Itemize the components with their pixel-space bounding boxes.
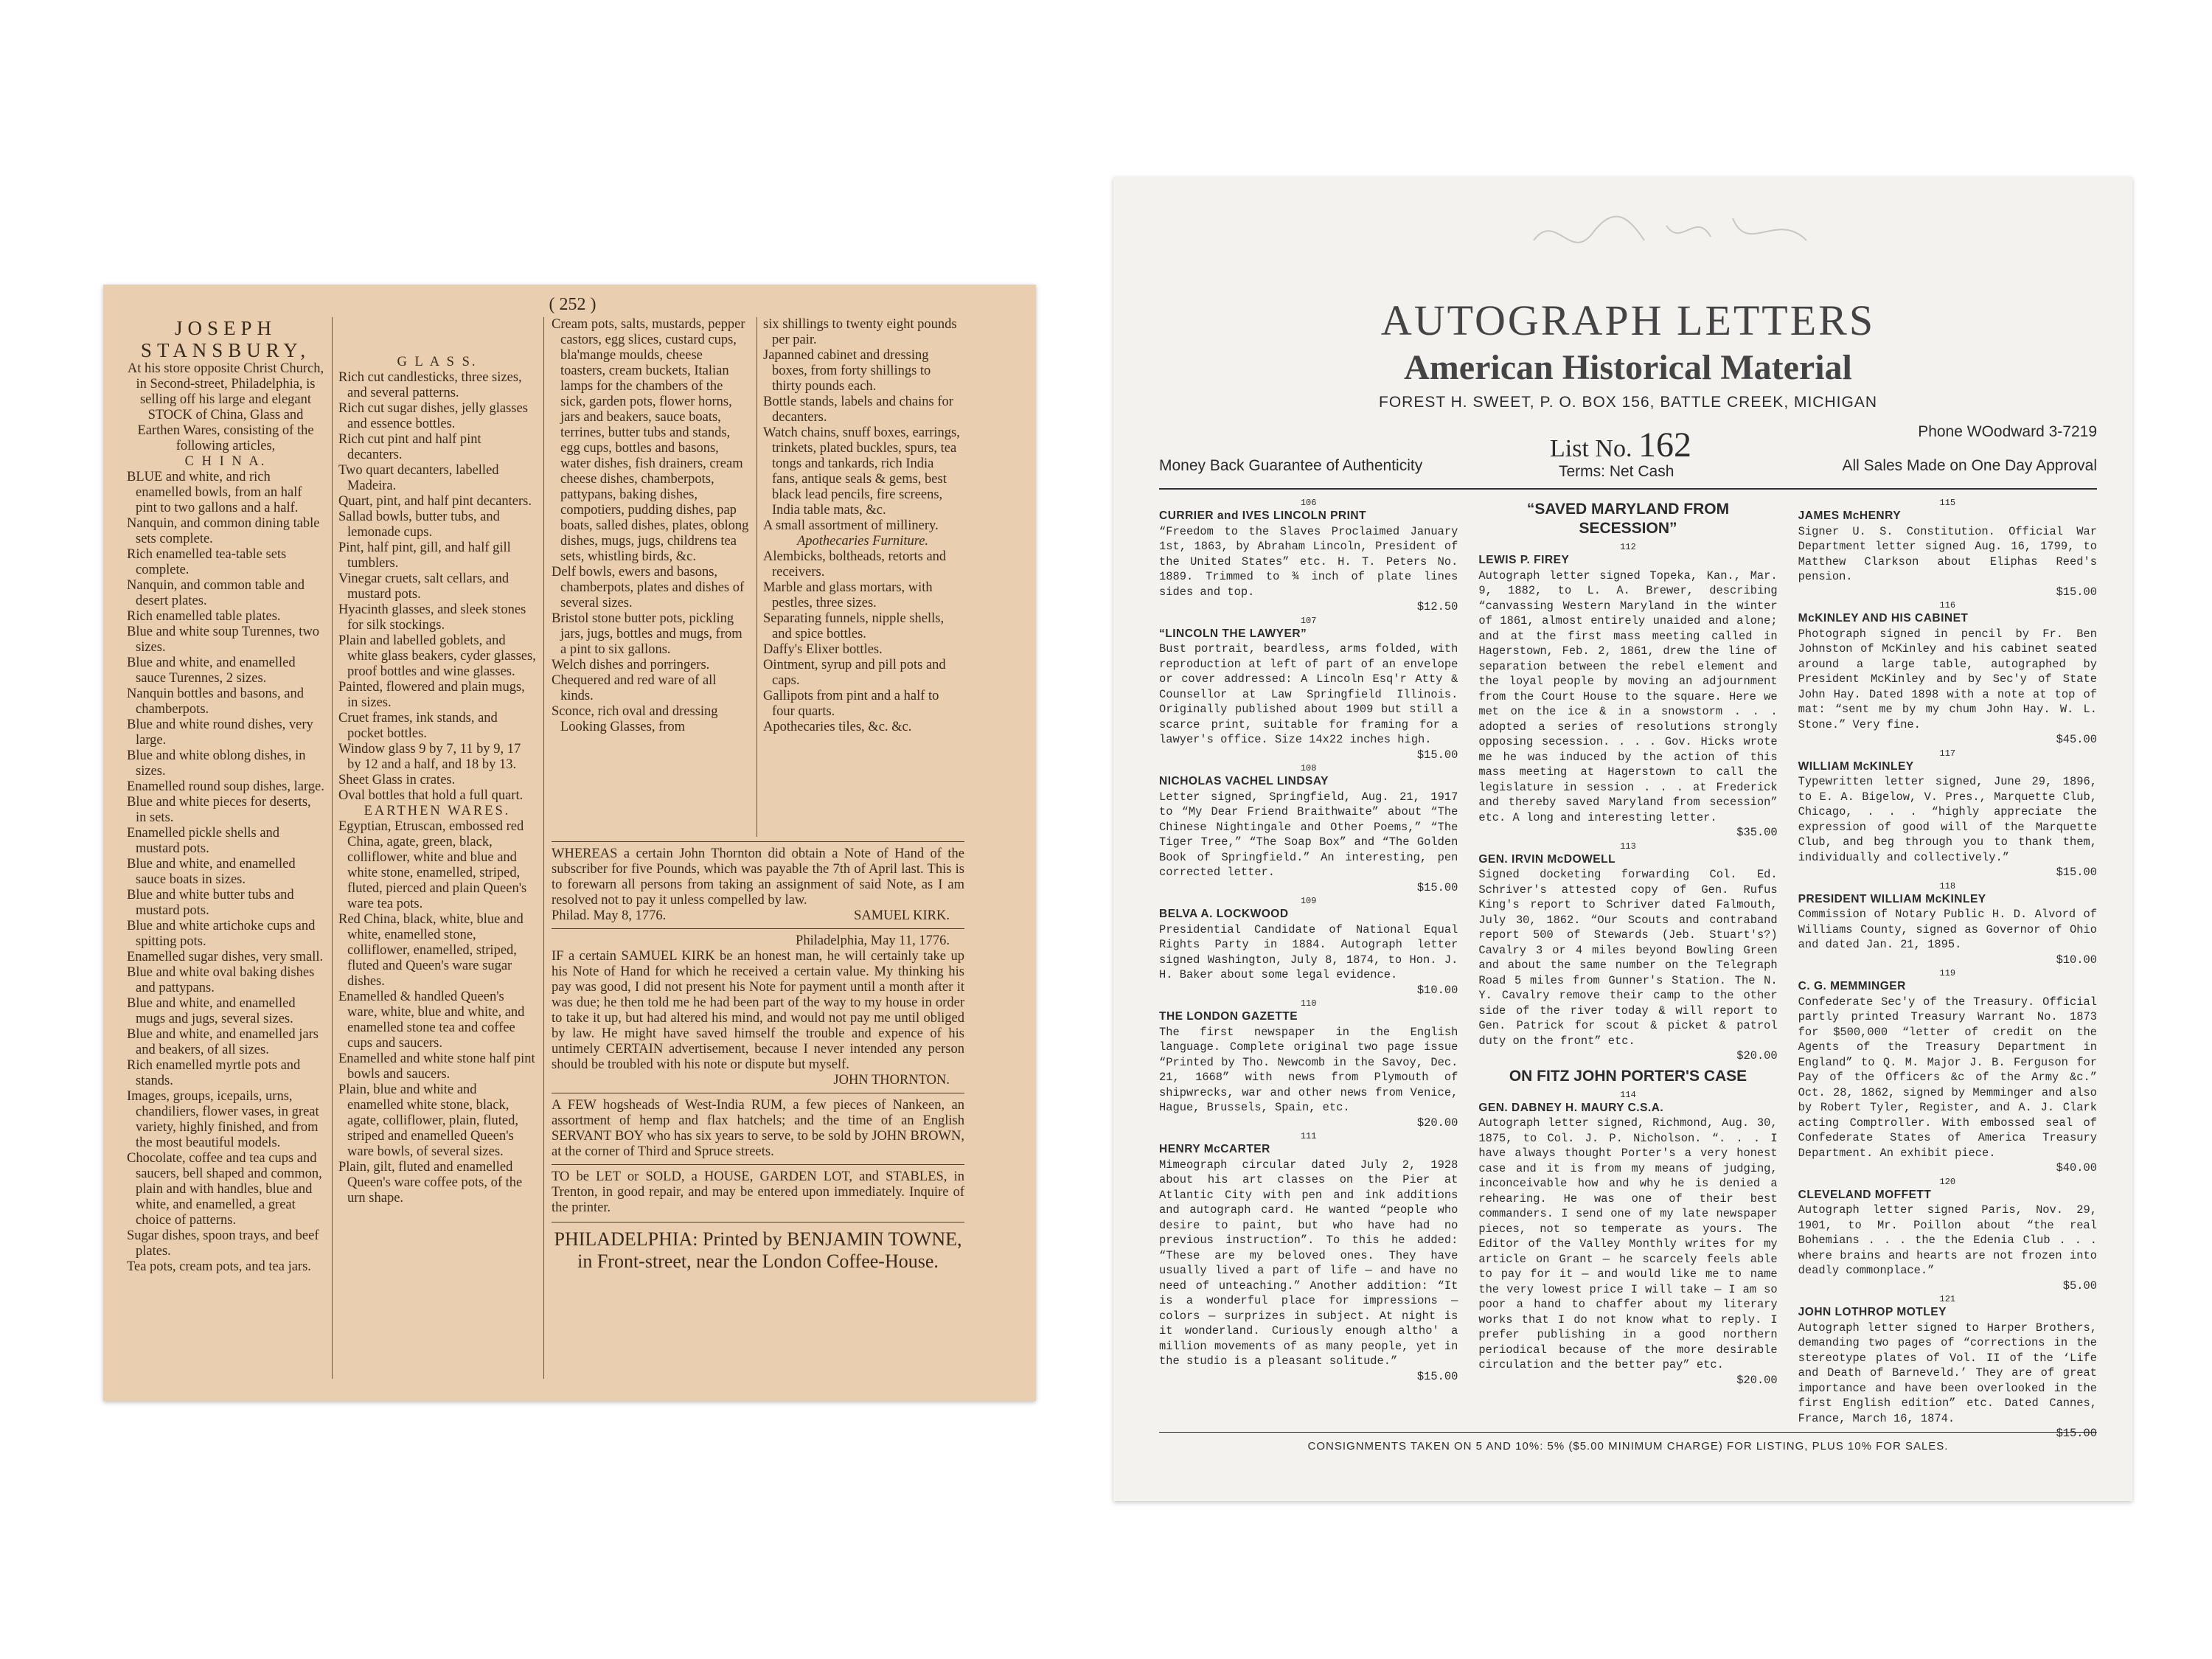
terms-text: Terms: Net Cash — [1559, 463, 1674, 480]
list-item: Hyacinth glasses, and sleek stones for silk stockings. — [338, 602, 526, 633]
list-item: Blue and white, and enamelled sauce boats in sizes. — [127, 857, 296, 887]
catalogue-entry — [1478, 841, 1777, 1064]
catalogue-entry — [1478, 1089, 1777, 1388]
entry-price: $12.50 — [1416, 600, 1458, 613]
entry-price: $15.00 — [2056, 1427, 2097, 1440]
entry-price: $15.00 — [1416, 748, 1458, 762]
entry-description: “Freedom to the Slaves Proclaimed January 1st, 1863, by Abraham Lincoln, President of the United States” etc. H. T. Peters No. 1889. Trimmed to ¾ inch of plate lines sides and top. — [1159, 524, 1458, 599]
list-item: Vinegar cruets, salt cellars, and mustard pots. — [338, 571, 509, 602]
china-heading: C H I N A. — [184, 454, 267, 469]
entry-description: Autograph letter signed Paris, Nov. 29, 1901, to Mr. Poillon about “the real Bohemians . . . the the Edenia Club . . . where brains and hearts are not frozen into deadly commonplace.” — [1798, 1203, 2097, 1277]
lot-number: 107 — [1300, 615, 1317, 626]
list-item: Painted, flowered and plain mugs, in sizes. — [338, 680, 525, 710]
catalogue-entry — [1478, 541, 1777, 841]
list-item: six shillings to twenty eight pounds per pair. — [763, 317, 957, 347]
header-rule — [1159, 488, 2097, 490]
list-item: Blue and white butter tubs and mustard pots. — [127, 888, 294, 918]
catalogue-entry — [1159, 895, 1458, 998]
list-item: Enamelled & handled Queen's ware, white, blue and white, and enamelled stone tea and coffee cups and saucers. — [338, 990, 525, 1051]
entry-price: $10.00 — [2056, 953, 2097, 967]
list-item: Sugar dishes, spoon trays, and beef plates. — [127, 1228, 319, 1259]
entry-name: JOHN LOTHROP MOTLEY — [1798, 1306, 1947, 1318]
earthen-list — [338, 819, 536, 1206]
lot-number: 116 — [1939, 600, 1956, 611]
list-item: Blue and white round dishes, very large. — [127, 717, 313, 748]
list-item: Window glass 9 by 7, 11 by 9, 17 by 12 and a half, and 18 by 13. — [338, 742, 521, 772]
list-item: Blue and white, and enamelled jars and beakers, of all sizes. — [127, 1027, 319, 1057]
entry-description: Mimeograph circular dated July 2, 1928 about his art classes on the Pier at Atlantic City with pen and ink additions and autograph card. He wanted “people who desire to paint, but who have had no previous instruction”. To this he added: “These are my beloved ones. They have usually lived a part of life — and have no need of unteaching.” Another addition: “It is a wonderful place for impressions — colors — surprizes in subject. At night is it wonderland. Curiously enough altho' a million movements of as many people, yet in the studio is a pleasant solitude.” — [1159, 1158, 1458, 1368]
entry-price: $35.00 — [1736, 826, 1778, 839]
notice-date: Philad. May 8, 1776. — [552, 908, 667, 923]
entry-description: Typewritten letter signed, June 29, 1896, to E. A. Bigelow, V. Pres., Marquette Club, Chicago, . . . “highly appreciate the expression of good will of the Marquette Club, and beg through you to thank them, individually and collectively.” — [1798, 775, 2097, 864]
entry-price: $40.00 — [2056, 1161, 2097, 1175]
entry-description: Presidential Candidate of National Equal Rights Party in 1884. Autograph letter signed Washington, July 8, 1874, to Hon. J. H. Baker about some legal evidence. — [1159, 922, 1458, 981]
list-number-value: 162 — [1638, 425, 1691, 465]
list-item: Rich cut sugar dishes, jelly glasses and essence bottles. — [338, 401, 528, 431]
list-item: Rich enamelled tea-table sets complete. — [127, 547, 287, 577]
list-item: Oval bottles that hold a full quart. — [338, 788, 524, 803]
column-1 — [127, 317, 324, 1379]
list-item: Japanned cabinet and dressing boxes, from forty shillings to thirty pounds each. — [763, 348, 931, 394]
list-item: Blue and white soup Turennes, two sizes. — [127, 625, 320, 655]
entry-name: BELVA A. LOCKWOOD — [1159, 908, 1289, 920]
list-item: Quart, pint, and half pint decanters. — [338, 494, 532, 509]
catalogue-column-3 — [1798, 497, 2097, 1440]
notice-text: WHEREAS a certain John Thornton did obtain a Note of Hand of the subscriber for five Pounds, which was payable the 7th of April last. This is to forewarn all persons from taking an assignment of said Note, as I am resolved not to pay it unless compelled by law. — [552, 846, 964, 908]
catalogue-entry — [1798, 599, 2097, 748]
list-item: Two quart decanters, labelled Madeira. — [338, 463, 499, 493]
entry-price: $20.00 — [1736, 1373, 1778, 1387]
list-item: Sallad bowls, butter tubs, and lemonade cups. — [338, 509, 500, 540]
list-item: Rich enamelled myrtle pots and stands. — [127, 1058, 301, 1088]
entry-name: PRESIDENT WILLIAM McKINLEY — [1798, 892, 1986, 905]
dealer-address: FOREST H. SWEET, P. O. BOX 156, BATTLE CREEK, MICHIGAN — [1379, 394, 1877, 411]
list-item: Alembicks, boltheads, retorts and receivers. — [763, 549, 947, 580]
list-item: Welch dishes and porringers. — [552, 658, 710, 672]
entry-price: $20.00 — [1416, 1116, 1458, 1130]
entry-price: $15.00 — [2056, 585, 2097, 599]
list-item: A small assortment of millinery. — [763, 518, 939, 533]
entry-description: Signer U. S. Constitution. Official War Department letter signed Aug. 16, 1799, to Matthew Clarkson about Eliphas Reed's pension. — [1798, 524, 2097, 583]
info-bar — [1159, 411, 2097, 485]
notice-date: Philadelphia, May 11, 1776. — [796, 933, 950, 948]
catalogue-entry — [1798, 1293, 2097, 1441]
list-item: Blue and white artichoke cups and spitting pots. — [127, 919, 316, 949]
list-item: BLUE and white, and rich enamelled bowls, from an half pint to two gallons and a half. — [127, 470, 302, 515]
earthen-heading: EARTHEN WARES. — [364, 804, 511, 818]
notice-kirk-reply — [552, 928, 964, 1088]
list-number — [1550, 425, 1691, 465]
list-item: Chocolate, coffee and tea cups and saucers, bell shaped and common, plain and with handles, blue and white, and enamelled, a great choice of patterns. — [127, 1151, 322, 1228]
entry-name: GEN. DABNEY H. MAURY C.S.A. — [1478, 1101, 1664, 1114]
list-item: Sheet Glass in crates. — [338, 773, 456, 787]
entry-name: JAMES McHENRY — [1798, 509, 1902, 522]
list-item: Enamelled round soup dishes, large. — [127, 779, 324, 794]
list-item: Delf bowls, ewers and basons, chamberpots, plates and dishes of several sizes. — [552, 565, 745, 611]
entry-description: The first newspaper in the English language. Complete original two page issue “Printed by Tho. Newcomb in the Savoy, Dec. 21, 1668” with news from Plymouth of shipwrecks, war and other news from Venice, Hague, Brussels, Spain, etc. — [1159, 1025, 1458, 1114]
catalogue-entry — [1798, 880, 2097, 968]
notice-thornton-note — [552, 841, 964, 924]
list-item: Plain, blue and white and enamelled white stone, black, agate, colliflower, plain, fluted, striped and enamelled Queen's ware bowls, of several sizes. — [338, 1082, 518, 1159]
notice-signature: JOHN THORNTON. — [833, 1073, 950, 1088]
entry-price: $45.00 — [2056, 733, 2097, 746]
lot-number: 115 — [1939, 498, 1956, 508]
list-item: Blue and white oblong dishes, in sizes. — [127, 748, 306, 779]
entry-description: Signed docketing forwarding Col. Ed. Schriver's attested copy of Gen. Rufus King's report to Schriver dated Falmouth, July 30, 1862. “Our Scouts and contraband report 500 of Stewards (Jeb. Stuart's?) Cavalry 3 or 4 miles beyond Bowling Green and about the same number on the Telegraph Road 5 miles from Gunner's Station. The N. Y. Cavalry remove their camp to the other side of the river today & will report to Gen. Patrick for scout & picket & patrol duty on the front” etc. — [1478, 868, 1778, 1048]
list-item: Nanquin bottles and basons, and chamberpots. — [127, 686, 304, 717]
newspaper-page — [103, 285, 1036, 1401]
lot-number: 113 — [1620, 841, 1636, 852]
list-item: Blue and white, and enamelled mugs and jugs, several sizes. — [127, 996, 296, 1026]
catalogue-sheet — [1113, 177, 2132, 1501]
apoth-list — [763, 549, 962, 735]
advertiser-name: JOSEPH STANSBURY, — [140, 317, 311, 361]
catalogue-entry — [1798, 967, 2097, 1176]
list-item: Enamelled sugar dishes, very small. — [127, 950, 324, 964]
notice-house-to-let: TO be LET or SOLD, a HOUSE, GARDEN LOT, and STABLES, in Trenton, in good repair, and may be entered upon immediately. Inquire of the printer. — [552, 1164, 964, 1216]
list-label: List No. — [1550, 435, 1632, 462]
entry-description: Autograph letter signed to Harper Brothers, demanding two pages of “corrections in the stereotype plates of Vol. II of the ‘Life and Death of Barneveld.’ They are of great importance and have been overlooked in the first English edition” etc. Dated Cannes, France, March 16, 1874. — [1798, 1321, 2097, 1425]
entry-name: “LINCOLN THE LAWYER” — [1159, 627, 1307, 640]
list-item: Blue and white, and enamelled sauce Turennes, 2 sizes. — [127, 655, 296, 686]
consignment-footer: CONSIGNMENTS TAKEN ON 5 AND 10%: 5% ($5.00 MINIMUM CHARGE) FOR LISTING, PLUS 10% FOR SALES. — [1159, 1432, 2097, 1453]
apothecaries-heading: Apothecaries Furniture. — [796, 534, 929, 549]
section-heading-porter: ON FITZ JOHN PORTER'S CASE — [1509, 1067, 1747, 1085]
lot-number: 109 — [1300, 896, 1317, 906]
entry-name: HENRY McCARTER — [1159, 1143, 1270, 1155]
entry-price: $10.00 — [1416, 983, 1458, 997]
list-item: Gallipots from pint and a half to four quarts. — [763, 689, 939, 719]
lot-number: 114 — [1620, 1089, 1636, 1100]
list-item: Nanquin, and common dining table sets complete. — [127, 516, 320, 546]
right-columns — [543, 317, 964, 1379]
list-item: Enamelled pickle shells and mustard pots. — [127, 826, 280, 856]
section-heading-maryland: “SAVED MARYLAND FROM SECESSION” — [1526, 501, 1730, 537]
catalogue-entry — [1798, 497, 2097, 599]
list-item: Enamelled and white stone half pint bowls and saucers. — [338, 1051, 535, 1082]
catalogue-column-2 — [1478, 497, 1777, 1427]
list-item: Apothecaries tiles, &c. &c. — [763, 720, 912, 734]
lot-number: 108 — [1300, 763, 1317, 773]
catalogue-entry — [1159, 762, 1458, 895]
list-item: Blue and white pieces for deserts, in sets. — [127, 795, 311, 825]
advert-intro: At his store opposite Christ Church, in Second-street, Philadelphia, is selling off his large and elegant STOCK of China, Glass and Earthen Wares, consisting of the following articles, — [127, 361, 324, 453]
china-list — [127, 470, 324, 1275]
catalogue-subtitle: American Historical Material — [1404, 348, 1852, 387]
catalogue-entry — [1159, 615, 1458, 763]
list-item: Bottle stands, labels and chains for decanters. — [763, 394, 953, 425]
notice-text: IF a certain SAMUEL KIRK be an honest man, he will certainly take up his Note of Hand for which he received a certain value. My thinking his pay was good, I did not present his Note for payment until a month after it was due; he then told me he had been part of the way to my house in order to take it up, but had altered his mind, and would not pay me until obliged by law. He might have saved himself the trouble and expence of his untimely CERTAIN advertisement, because I never intended any person should be troubled with his note or dispute but myself. — [552, 949, 964, 1072]
entry-name: CLEVELAND MOFFETT — [1798, 1188, 1932, 1201]
entry-name: NICHOLAS VACHEL LINDSAY — [1159, 775, 1329, 787]
list-item: Blue and white oval baking dishes and pattypans. — [127, 965, 315, 995]
catalogue-column-1 — [1159, 497, 1458, 1427]
entry-name: GEN. IRVIN McDOWELL — [1478, 852, 1616, 866]
catalogue-entry — [1159, 1130, 1458, 1384]
list-item: Tea pots, cream pots, and tea jars. — [127, 1259, 311, 1274]
list-item: Plain and labelled goblets, and white glass beakers, cyder glasses, proof bottles and wine glasses. — [338, 633, 536, 679]
column-4 — [757, 317, 962, 837]
list-item: Sconce, rich oval and dressing Looking Glasses, from — [552, 704, 718, 734]
pencil-scribble — [1526, 196, 1836, 277]
list-item: Nanquin, and common table and desert plates. — [127, 578, 305, 608]
list-item: Plain, gilt, fluted and enamelled Queen's ware coffee pots, of the urn shape. — [338, 1160, 523, 1206]
lot-number: 120 — [1939, 1176, 1956, 1187]
glass-heading: G L A S S. — [397, 355, 478, 369]
list-item: Pint, half pint, gill, and half gill tumblers. — [338, 540, 511, 571]
lot-number: 119 — [1939, 968, 1956, 978]
lot-number: 118 — [1939, 880, 1956, 891]
list-item: Chequered and red ware of all kinds. — [552, 673, 717, 703]
list-item: Rich cut candlesticks, three sizes, and several patterns. — [338, 370, 522, 400]
entry-name: LEWIS P. FIREY — [1478, 554, 1570, 566]
catalogue-entry — [1159, 998, 1458, 1130]
list-item: Separating funnels, nipple shells, and spice bottles. — [763, 611, 945, 641]
catalogue-entry — [1159, 497, 1458, 615]
entry-description: Photograph signed in pencil by Fr. Ben Johnston of McKinley and his cabinet seated around a large table, autographed by President McKinley and by Sec'y of State John Hay. Dated 1898 with a note at top of mat: “sent me by my chum John Hay. W. L. Stone.” Very fine. — [1798, 627, 2097, 731]
list-item: Watch chains, snuff boxes, earrings, trinkets, plated buckles, spurs, tea tongs and tankards, rich India fans, antique seals & gems, best black lead pencils, fire screens, India table mats, &c. — [763, 425, 960, 518]
phone-number: Phone WOodward 3-7219 — [1918, 423, 2097, 440]
entry-price: $15.00 — [2056, 866, 2097, 879]
notice-signature: SAMUEL KIRK. — [854, 908, 950, 923]
all-sales-text: All Sales Made on One Day Approval — [1842, 457, 2097, 474]
list-item: Daffy's Elixer bottles. — [763, 642, 883, 657]
lot-number: 117 — [1939, 748, 1956, 759]
list-item: Red China, black, white, blue and white, enamelled stone, colliflower, enamelled, striped, fluted and Queen's ware sugar dishes. — [338, 912, 524, 989]
entry-description: Bust portrait, beardless, arms folded, with reproduction at left of part of an envelope or cover addressed: A Lincoln Esq'r Atty & Counsellor at Law Springfield Illinois. Originally published about 1909 but still a scarce print, suitable for framing for a lawyer's office. Size 14x22 inches high. — [1159, 642, 1458, 746]
entry-price: $5.00 — [2062, 1279, 2097, 1293]
lot-number: 111 — [1300, 1131, 1317, 1141]
column-3 — [552, 317, 751, 837]
lot-number: 106 — [1300, 498, 1317, 508]
entry-name: CURRIER and IVES LINCOLN PRINT — [1159, 509, 1367, 522]
col3-list — [552, 317, 751, 735]
catalogue-entry — [1798, 1176, 2097, 1294]
catalogue-entry — [1798, 748, 2097, 880]
entry-description: Autograph letter signed, Richmond, Aug. 30, 1875, to Col. J. P. Nicholson. “. . . I have always thought Porter's a very honest case and it is from my means of judging, inconceivable how and why he is denied a rehearing. He was one of their best commanders. I send one of my late newspaper pieces, not so temperate as yours. The Editor of the Valley Monthly writes for my article on Grant — he scarcely feels able to pay for it — and would like me to name the very lowest price I will take — I am so poor a hand to chaffer about my literary works that I do not know what to reply. I prefer publishing in a good northern periodical because of the more desirable circulation and the better pay” etc. — [1478, 1116, 1778, 1371]
entry-description: Confederate Sec'y of the Treasury. Official partly printed Treasury Warrant No. 1873 for $500,000 “letter of credit on the Agents of the Treasury Department in England” to Q. M. Major J. B. Ferguson for Pay of the Officers &c of the Army &c.” Oct. 28, 1862, signed by Memminger and also by Robert Tyler, Register, and A. J. Clark acting Comptroller. With embossed seal of Confederate States of America Treasury Department. An exhibit piece. — [1798, 995, 2097, 1160]
lot-number: 112 — [1620, 542, 1636, 552]
entry-price: $15.00 — [1416, 880, 1458, 894]
list-item: Ointment, syrup and pill pots and caps. — [763, 658, 946, 688]
entry-price: $15.00 — [1416, 1369, 1458, 1383]
column-2 — [332, 317, 536, 1379]
notice-rum-sale: A FEW hogsheads of West-India RUM, a few pieces of Nankeen, an assortment of hemp and flax hatchels; and the time of an English SERVANT BOY who has six years to serve, to be sold by JOHN BROWN, at the corner of Third and Spruce streets. — [552, 1093, 964, 1160]
list-item: Images, groups, icepails, urns, chandiliers, flower vases, in great variety, highly finished, and from the most beautiful models. — [127, 1089, 319, 1150]
list-item: Rich cut pint and half pint decanters. — [338, 432, 481, 462]
col4-list — [763, 317, 962, 534]
entry-description: Autograph letter signed Topeka, Kan., Mar. 9, 1882, to L. A. Brewer, describing “canvassing Western Maryland in the winter of 1861, almost entirely unaided and alone; and at the first mass meeting called in Hagerstown, Feb. 2, 1861, drew the line of separation between the rebel element and the loyal people by moving an adjournment from the Court House to the square. Here we met on the ice & in a snowstorm . . . adopted a series of resolutions strongly opposing secession. . . . Gov. Hicks wrote me he was induced by the action of this mass meeting at Hagerstown to call the legislature in session . . . at Frederick and thereby saved Maryland from secession” etc. A long and interesting letter. — [1478, 568, 1778, 824]
entry-description: Letter signed, Springfield, Aug. 21, 1917 to “My Dear Friend Braithwaite” about “The Chinese Nightingale and Other Poems,” “The Tiger Tree,” “The Soap Box” and “The Golden Book of Springfield.” An interesting, pen corrected letter. — [1159, 790, 1458, 879]
entry-description: Commission of Notary Public H. D. Alvord of Williams County, signed as Governor of Ohio and dated Jan. 21, 1895. — [1798, 908, 2097, 951]
entry-price: $20.00 — [1736, 1049, 1778, 1062]
entry-name: WILLIAM McKINLEY — [1798, 759, 1914, 773]
page-number: ( 252 ) — [549, 295, 597, 314]
guarantee-text: Money Back Guarantee of Authenticity — [1159, 457, 1423, 474]
list-item: Egyptian, Etruscan, embossed red China, agate, green, black, colliflower, white and blue and white stone, enamelled, striped, fluted, pierced and plain Queen's ware tea pots. — [338, 819, 527, 911]
list-item: Cruet frames, ink stands, and pocket bottles. — [338, 711, 498, 741]
list-item: Cream pots, salts, mustards, pepper castors, egg slices, custard cups, bla'mange moulds, cheese toasters, cream buckets, Italian lamps for the chambers of the sick, garden pots, flower horns, jars and beakers, sauce boats, terrines, butter tubs and stands, egg cups, bottles and basons, water dishes, fish drainers, cream cheese dishes, chamberpots, pattypans, baking dishes, compotiers, pudding dishes, pap boats, salled dishes, plates, oblong dishes, mugs, jugs, childrens tea sets, whistling birds, &c. — [552, 317, 749, 564]
glass-list — [338, 370, 536, 804]
catalogue-title: AUTOGRAPH LETTERS — [1380, 296, 1876, 344]
entry-name: C. G. MEMMINGER — [1798, 980, 1906, 992]
lot-number: 110 — [1300, 998, 1317, 1009]
entry-name: THE LONDON GAZETTE — [1159, 1010, 1298, 1023]
entry-name: McKINLEY AND HIS CABINET — [1798, 612, 1969, 625]
list-item: Bristol stone butter pots, pickling jars, jugs, bottles and mugs, from a pint to six gallons. — [552, 611, 742, 657]
list-item: Marble and glass mortars, with pestles, three sizes. — [763, 580, 933, 611]
lot-number: 121 — [1939, 1294, 1956, 1304]
printer-imprint: PHILADELPHIA: Printed by BENJAMIN TOWNE, in Front-street, near the London Coffee-House. — [552, 1222, 964, 1273]
list-item: Rich enamelled table plates. — [127, 609, 281, 624]
